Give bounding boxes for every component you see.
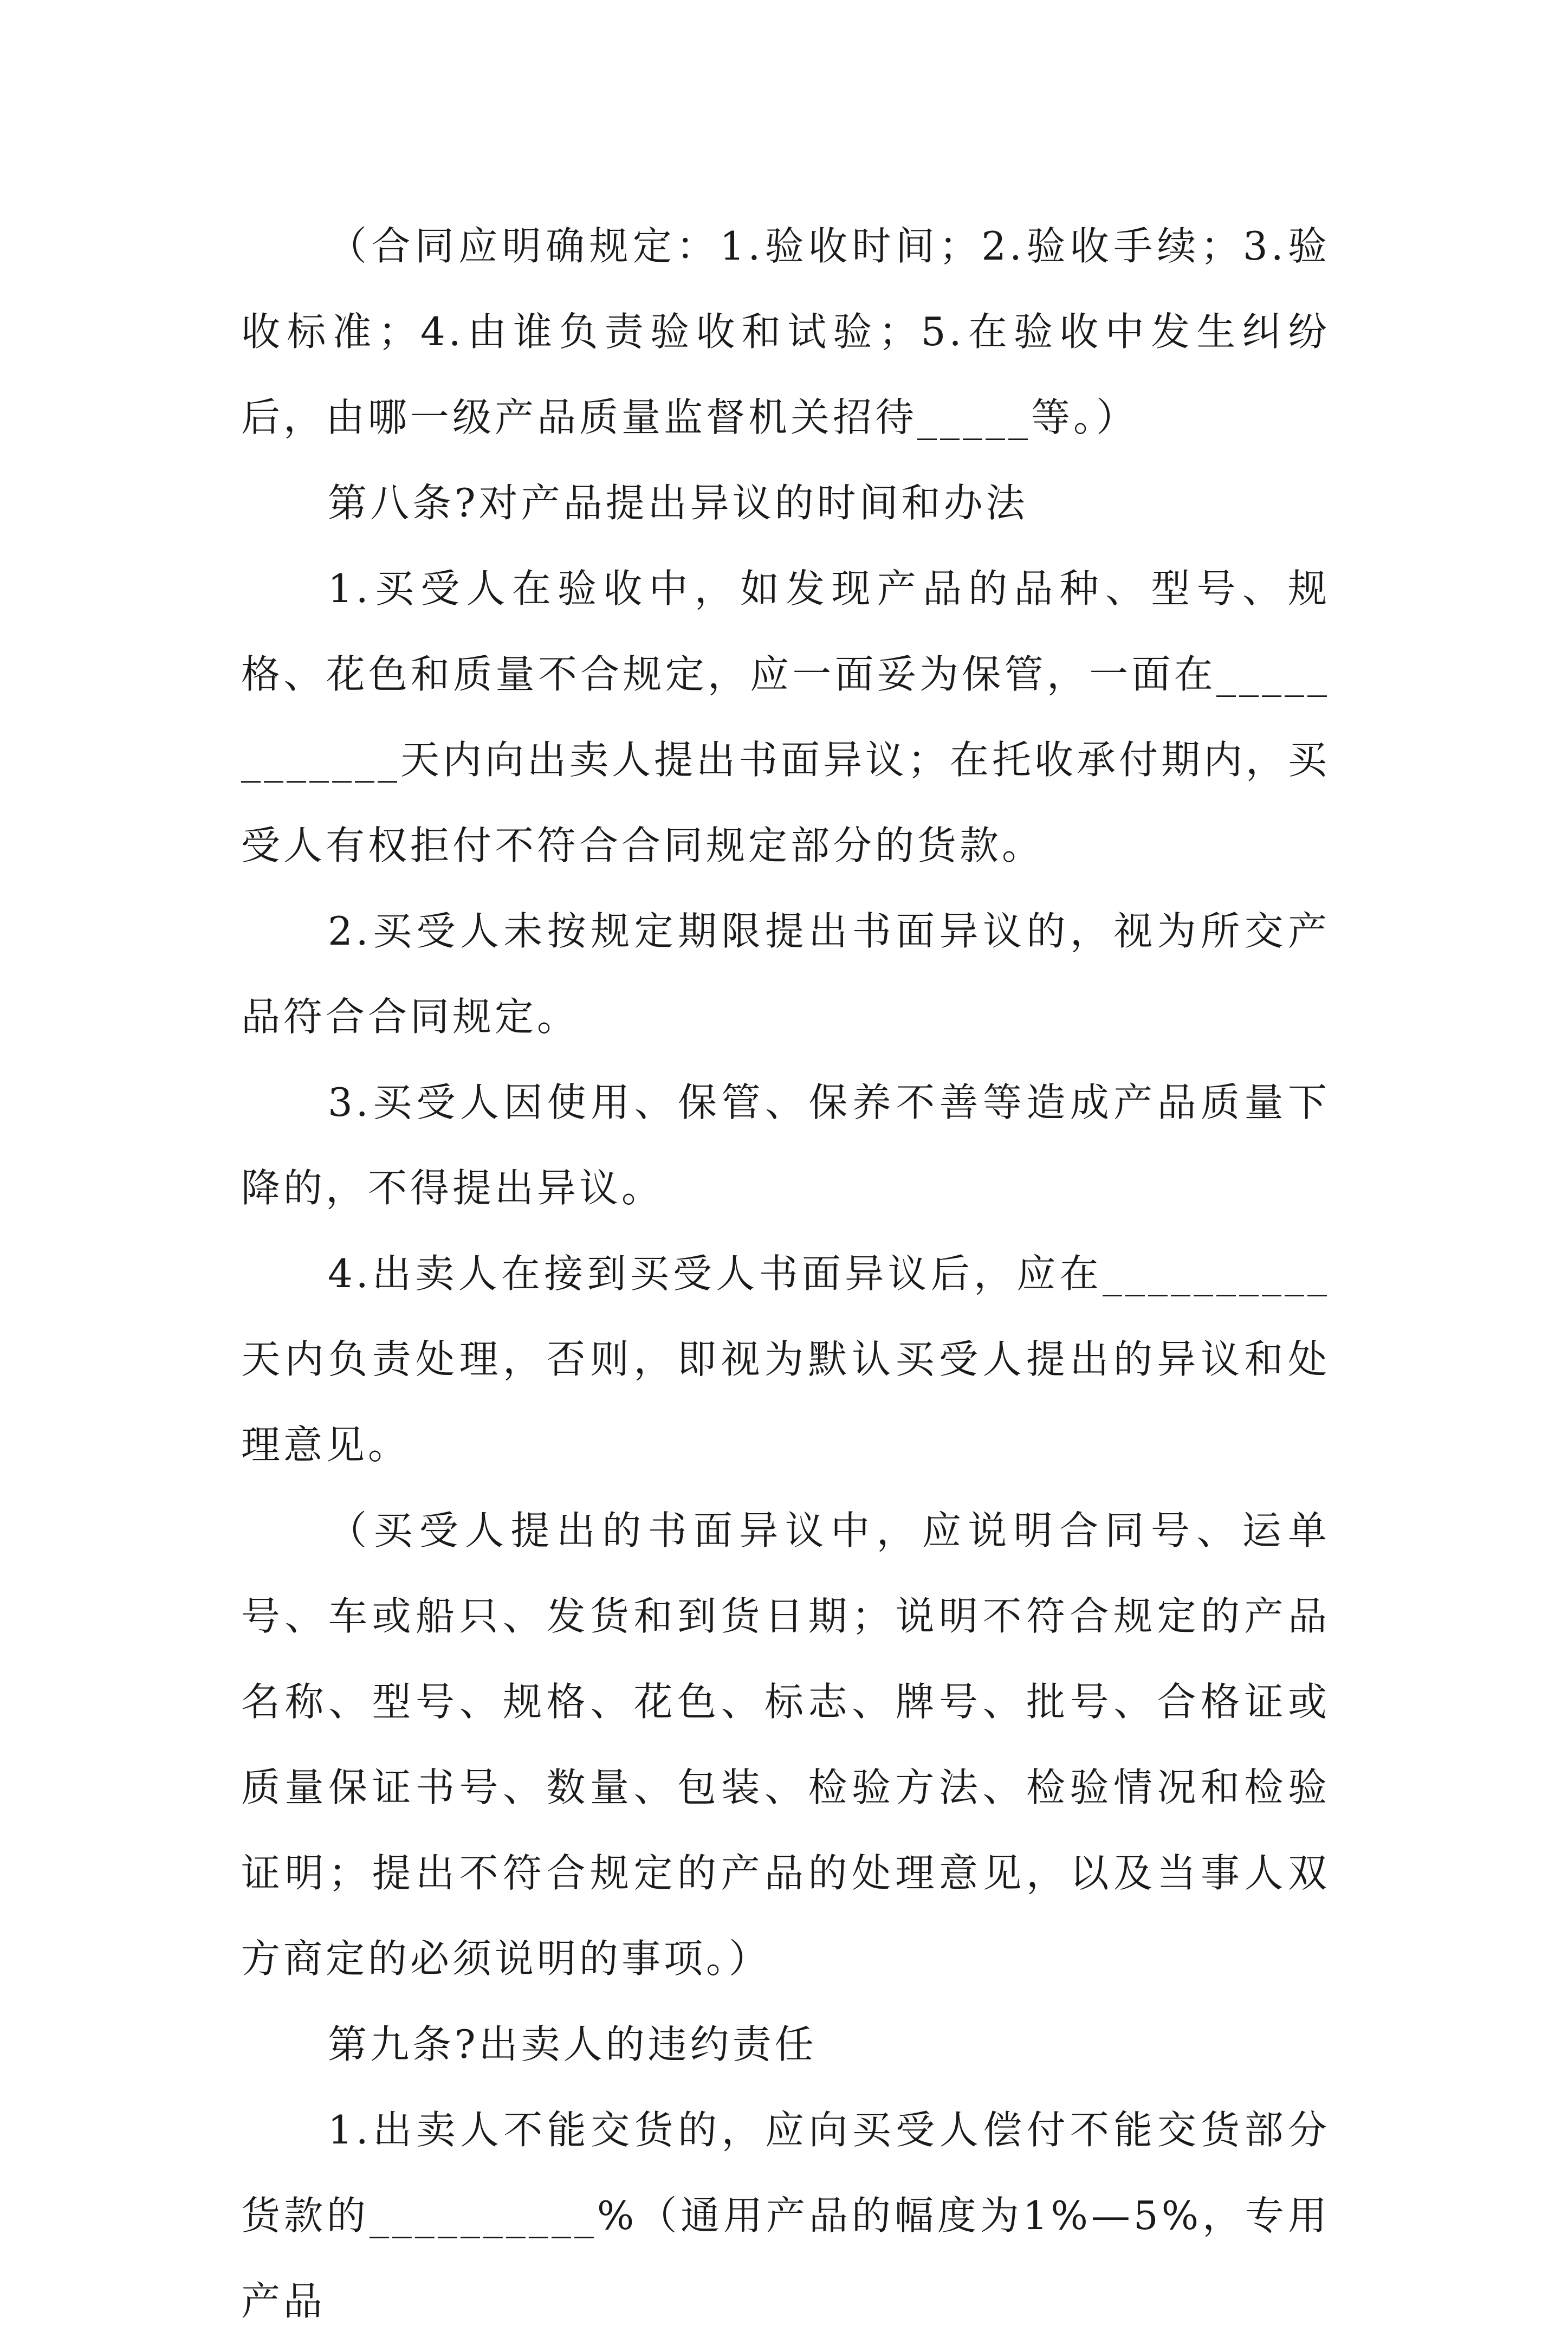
article-8-clause-2: 2.买受人未按规定期限提出书面异议的，视为所交产品符合合同规定。 xyxy=(241,908,1330,1039)
article-9-clause-1: 1.出卖人不能交货的，应向买受人偿付不能交货部分货款的__________%（通用产品的幅度为1%—5%，专用产品 xyxy=(241,2107,1330,2324)
acceptance-note-paragraph: （合同应明确规定：1.验收时间；2.验收手续；3.验收标准；4.由谁负责验收和试验；5.在验收中发生纠纷后，由哪一级产品质量监督机关招待_____等。） xyxy=(241,223,1330,440)
objection-note-paragraph: （买受人提出的书面异议中，应说明合同号、运单号、车或船只、发货和到货日期；说明不符合规定的产品名称、型号、规格、花色、标志、牌号、批号、合格证或质量保证书号、数量、包装、检验方法、检验情况和检验证明；提出不符合规定的产品的处理意见，以及当事人双方商定的必须说明的事项。） xyxy=(241,1508,1330,1981)
article-8-heading: 第八条?对产品提出异议的时间和办法 xyxy=(328,480,1028,526)
document-body xyxy=(241,203,1330,2344)
article-8-clause-4: 4.出卖人在接到买受人书面异议后，应在__________天内负责处理，否则，即视为默认买受人提出的异议和处理意见。 xyxy=(241,1251,1330,1468)
article-8-clause-3: 3.买受人因使用、保管、保养不善等造成产品质量下降的，不得提出异议。 xyxy=(241,1080,1330,1211)
article-9-heading: 第九条?出卖人的违约责任 xyxy=(328,2022,817,2067)
article-8-clause-1: 1.买受人在验收中，如发现产品的品种、型号、规格、花色和质量不合规定，应一面妥为保管，一面在____________天内向出卖人提出书面异议；在托收承付期内，买受人有权拒付不符合合同规定部分的货款。 xyxy=(241,566,1331,868)
